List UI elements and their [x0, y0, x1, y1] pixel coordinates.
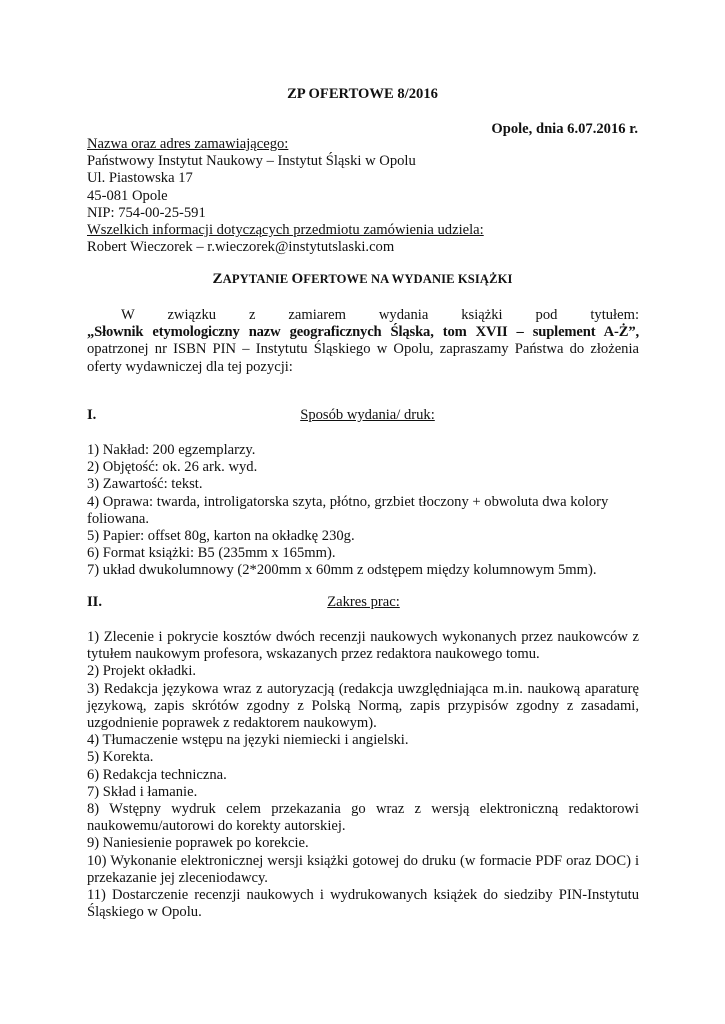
contracting-party-heading: Nazwa oraz adres zamawiającego:: [87, 136, 289, 152]
inquiry-title: [0, 271, 725, 288]
list-item: 4) Tłumaczenie wstępu na języki niemiecki i angielski.: [87, 732, 409, 749]
contracting-party-block: [87, 136, 639, 256]
contracting-party-line: Państwowy Instytut Naukowy – Instytut Śląski w Opolu: [87, 153, 416, 170]
intro-rest: opatrzonej nr ISBN PIN – Instytutu Śląskiego w Opolu, zapraszamy Państwa do złożenia oferty wydawniczej dla tej pozycji:: [87, 341, 639, 375]
contact-person: Robert Wieczorek – r.wieczorek@instytutslaski.com: [87, 239, 395, 256]
document-title: ZP OFERTOWE 8/2016: [287, 86, 438, 102]
book-title: „Słownik etymologiczny nazw geograficznych Śląska, tom XVII – suplement A-Ż”,: [87, 324, 639, 341]
list-item: 2) Projekt okładki.: [87, 663, 197, 680]
list-item: 5) Korekta.: [87, 749, 154, 766]
contact-heading: Wszelkich informacji dotyczących przedmiotu zamówienia udziela:: [87, 222, 484, 239]
section1-number: I.: [87, 407, 97, 423]
list-item: 6) Format książki: B5 (235mm x 165mm).: [87, 545, 336, 562]
section1-heading: Sposób wydania/ druk:: [300, 407, 435, 423]
list-item: 3) Zawartość: tekst.: [87, 476, 203, 493]
contracting-party-line: NIP: 754-00-25-591: [87, 204, 206, 221]
list-item: 3) Redakcja językowa wraz z autoryzacją (redakcja uwzględniająca m.in. naukową aparaturę językową, zapis skrótów zgodny z Polską Normą, zapis przypisów zgodny z zasadami, uzgodnienie poprawek z redaktorem naukowym).: [87, 680, 639, 732]
list-item: 8) Wstępny wydruk celem przekazania go wraz z wersją elektroniczną redaktorowi naukowemu/autorowi do korekty autorskiej.: [87, 801, 639, 835]
list-item: 11) Dostarczenie recenzji naukowych i wydrukowanych książek do siedziby PIN-Instytutu Śląskiego w Opolu.: [87, 887, 639, 921]
list-item: 10) Wykonanie elektronicznej wersji książki gotowej do druku (w formacie PDF oraz DOC) i przekazanie jej zleceniodawcy.: [87, 852, 639, 886]
contracting-party-line: 45-081 Opole: [87, 187, 168, 204]
list-item: 7) układ dwukolumnowy (2*200mm x 60mm z odstępem między kolumnowym 5mm).: [87, 562, 597, 579]
list-item: 6) Redakcja techniczna.: [87, 766, 227, 783]
list-item: 9) Naniesienie poprawek po korekcie.: [87, 835, 309, 852]
section1-list: [87, 442, 639, 580]
section2-heading: Zakres prac:: [327, 594, 400, 610]
place-date: Opole, dnia 6.07.2016 r.: [491, 121, 638, 137]
intro-paragraph: [87, 307, 639, 376]
list-item: 5) Papier: offset 80g, karton na okładkę 230g.: [87, 528, 355, 545]
list-item: 1) Nakład: 200 egzemplarzy.: [87, 442, 256, 458]
list-item: 7) Skład i łamanie.: [87, 783, 198, 800]
section2-list: [87, 629, 639, 921]
contracting-party-line: Ul. Piastowska 17: [87, 170, 193, 187]
intro-first-line-text: W związku z zamiarem wydania książki pod tytułem:: [121, 307, 639, 323]
intro-first-line: [87, 307, 639, 324]
inquiry-title-cap: Z: [212, 271, 223, 287]
list-item: 4) Oprawa: twarda, introligatorska szyta, płótno, grzbiet tłoczony + obwoluta dwa kolory foliowana.: [87, 493, 609, 527]
inquiry-title-cap: O: [291, 271, 304, 287]
section2-number: II.: [87, 594, 103, 610]
inquiry-title-part: APYTANIE: [222, 272, 289, 286]
list-item: 2) Objętość: ok. 26 ark. wyd.: [87, 459, 258, 476]
list-item: 1) Zlecenie i pokrycie kosztów dwóch recenzji naukowych wykonanych przez naukowców z tytułem naukowym profesora, wskazanych przez redaktora naukowego tomu.: [87, 629, 639, 663]
inquiry-title-part: FERTOWE NA WYDANIE KSIĄŻKI: [303, 272, 513, 286]
